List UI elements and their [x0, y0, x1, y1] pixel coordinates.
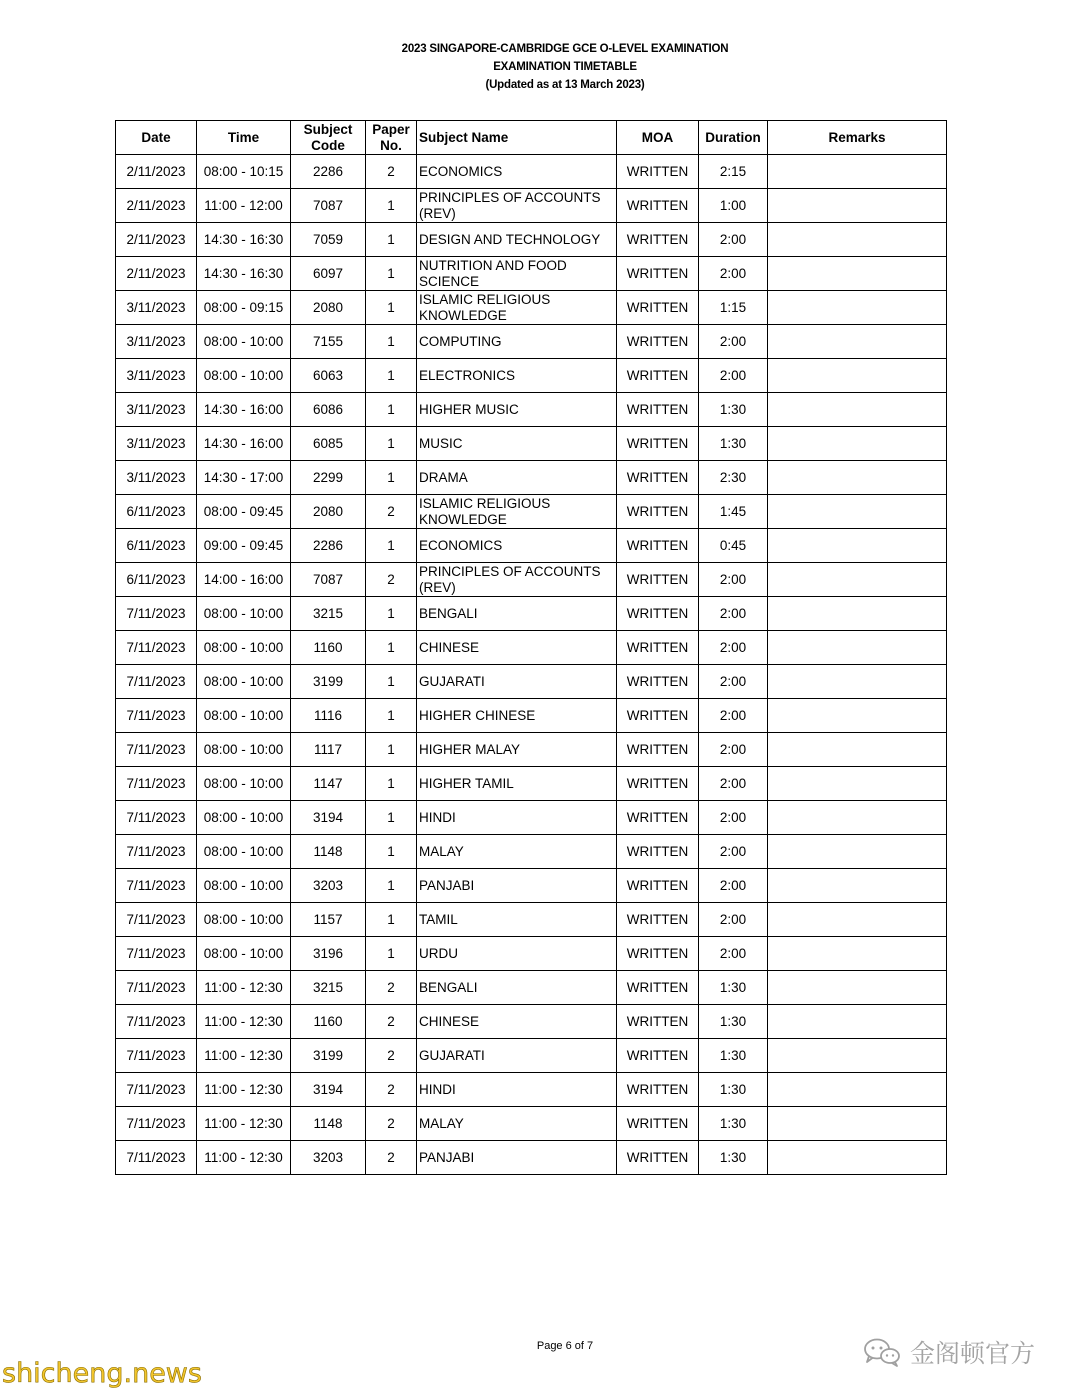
cell-paper-no: 1 — [366, 529, 417, 563]
cell-moa: WRITTEN — [617, 1005, 699, 1039]
cell-remarks — [768, 461, 947, 495]
col-header-paper-no-line1: Paper — [372, 121, 410, 137]
col-header-time: Time — [197, 121, 291, 155]
cell-subject-name: GUJARATI — [417, 1039, 617, 1073]
cell-remarks — [768, 563, 947, 597]
cell-time: 08:00 - 10:00 — [197, 665, 291, 699]
cell-paper-no: 2 — [366, 971, 417, 1005]
cell-date: 3/11/2023 — [116, 461, 197, 495]
cell-subject-name: BENGALI — [417, 597, 617, 631]
cell-paper-no: 1 — [366, 801, 417, 835]
cell-duration: 1:30 — [699, 971, 768, 1005]
table-row — [116, 393, 947, 427]
cell-remarks — [768, 1073, 947, 1107]
cell-moa: WRITTEN — [617, 1141, 699, 1175]
table-row — [116, 155, 947, 189]
cell-paper-no: 1 — [366, 903, 417, 937]
cell-remarks — [768, 155, 947, 189]
table-row — [116, 359, 947, 393]
cell-duration: 1:30 — [699, 1005, 768, 1039]
cell-subject-code: 2080 — [291, 291, 366, 325]
cell-subject-code: 2299 — [291, 461, 366, 495]
cell-subject-code: 2286 — [291, 155, 366, 189]
cell-duration: 2:15 — [699, 155, 768, 189]
cell-time: 08:00 - 10:00 — [197, 869, 291, 903]
cell-paper-no: 1 — [366, 461, 417, 495]
cell-subject-name: URDU — [417, 937, 617, 971]
table-row — [116, 257, 947, 291]
col-header-subject-name: Subject Name — [417, 121, 617, 155]
cell-subject-code: 3215 — [291, 597, 366, 631]
cell-remarks — [768, 427, 947, 461]
cell-subject-name: ECONOMICS — [417, 155, 617, 189]
cell-moa: WRITTEN — [617, 563, 699, 597]
table-row — [116, 529, 947, 563]
cell-subject-code: 1147 — [291, 767, 366, 801]
cell-subject-code: 1116 — [291, 699, 366, 733]
col-header-remarks: Remarks — [768, 121, 947, 155]
cell-subject-name: MUSIC — [417, 427, 617, 461]
cell-paper-no: 1 — [366, 631, 417, 665]
cell-date: 7/11/2023 — [116, 699, 197, 733]
cell-date: 7/11/2023 — [116, 1039, 197, 1073]
cell-time: 14:30 - 16:30 — [197, 257, 291, 291]
cell-remarks — [768, 359, 947, 393]
cell-subject-name: MALAY — [417, 1107, 617, 1141]
cell-subject-code: 1157 — [291, 903, 366, 937]
cell-moa: WRITTEN — [617, 393, 699, 427]
cell-remarks — [768, 665, 947, 699]
exam-timetable — [115, 120, 947, 1175]
cell-subject-name: GUJARATI — [417, 665, 617, 699]
cell-paper-no: 2 — [366, 1039, 417, 1073]
cell-moa: WRITTEN — [617, 767, 699, 801]
col-header-paper-no-line2: No. — [380, 137, 402, 153]
cell-subject-name: ISLAMIC RELIGIOUS KNOWLEDGE — [417, 291, 617, 325]
col-header-moa: MOA — [617, 121, 699, 155]
cell-duration: 2:00 — [699, 257, 768, 291]
cell-moa: WRITTEN — [617, 733, 699, 767]
cell-paper-no: 1 — [366, 291, 417, 325]
cell-date: 6/11/2023 — [116, 563, 197, 597]
cell-time: 08:00 - 10:00 — [197, 801, 291, 835]
cell-time: 08:00 - 10:00 — [197, 325, 291, 359]
cell-date: 3/11/2023 — [116, 291, 197, 325]
cell-moa: WRITTEN — [617, 359, 699, 393]
cell-paper-no: 2 — [366, 1005, 417, 1039]
cell-remarks — [768, 801, 947, 835]
watermark-site: shicheng.news — [2, 1358, 202, 1389]
cell-duration: 2:00 — [699, 767, 768, 801]
cell-duration: 1:30 — [699, 393, 768, 427]
cell-subject-code: 2286 — [291, 529, 366, 563]
cell-time: 11:00 - 12:30 — [197, 1073, 291, 1107]
cell-remarks — [768, 971, 947, 1005]
cell-remarks — [768, 291, 947, 325]
cell-time: 11:00 - 12:00 — [197, 189, 291, 223]
cell-remarks — [768, 1107, 947, 1141]
cell-duration: 1:30 — [699, 427, 768, 461]
col-header-paper-no — [366, 121, 417, 155]
cell-paper-no: 1 — [366, 359, 417, 393]
cell-remarks — [768, 495, 947, 529]
cell-date: 7/11/2023 — [116, 665, 197, 699]
cell-subject-name: PRINCIPLES OF ACCOUNTS (REV) — [417, 189, 617, 223]
cell-subject-name: BENGALI — [417, 971, 617, 1005]
cell-subject-code: 3194 — [291, 1073, 366, 1107]
header-subtitle: EXAMINATION TIMETABLE — [493, 61, 637, 73]
cell-subject-name: NUTRITION AND FOOD SCIENCE — [417, 257, 617, 291]
cell-time: 08:00 - 09:15 — [197, 291, 291, 325]
cell-subject-code: 2080 — [291, 495, 366, 529]
cell-date: 7/11/2023 — [116, 835, 197, 869]
cell-duration: 2:00 — [699, 801, 768, 835]
cell-moa: WRITTEN — [617, 1073, 699, 1107]
col-header-subject-code — [291, 121, 366, 155]
cell-date: 2/11/2023 — [116, 223, 197, 257]
cell-subject-name: TAMIL — [417, 903, 617, 937]
cell-duration: 1:45 — [699, 495, 768, 529]
cell-duration: 2:00 — [699, 869, 768, 903]
cell-date: 3/11/2023 — [116, 427, 197, 461]
cell-date: 7/11/2023 — [116, 733, 197, 767]
cell-subject-name: HINDI — [417, 801, 617, 835]
cell-duration: 1:15 — [699, 291, 768, 325]
cell-duration: 1:30 — [699, 1141, 768, 1175]
cell-paper-no: 1 — [366, 223, 417, 257]
table-row — [116, 801, 947, 835]
cell-paper-no: 1 — [366, 699, 417, 733]
cell-subject-code: 7155 — [291, 325, 366, 359]
cell-duration: 2:00 — [699, 903, 768, 937]
cell-remarks — [768, 393, 947, 427]
cell-moa: WRITTEN — [617, 291, 699, 325]
cell-time: 14:30 - 16:00 — [197, 427, 291, 461]
table-row — [116, 461, 947, 495]
cell-moa: WRITTEN — [617, 325, 699, 359]
cell-remarks — [768, 325, 947, 359]
cell-remarks — [768, 631, 947, 665]
cell-moa: WRITTEN — [617, 665, 699, 699]
cell-moa: WRITTEN — [617, 257, 699, 291]
cell-time: 11:00 - 12:30 — [197, 1039, 291, 1073]
cell-duration: 2:00 — [699, 359, 768, 393]
table-row — [116, 189, 947, 223]
col-header-subject-code-line1: Subject — [303, 121, 353, 137]
cell-subject-code: 3196 — [291, 937, 366, 971]
cell-subject-name: PANJABI — [417, 1141, 617, 1175]
cell-paper-no: 1 — [366, 325, 417, 359]
cell-subject-code: 7087 — [291, 189, 366, 223]
table-row — [116, 767, 947, 801]
cell-subject-code: 6086 — [291, 393, 366, 427]
cell-subject-code: 1117 — [291, 733, 366, 767]
cell-time: 11:00 - 12:30 — [197, 1141, 291, 1175]
table-row — [116, 1039, 947, 1073]
cell-paper-no: 1 — [366, 937, 417, 971]
cell-duration: 2:00 — [699, 597, 768, 631]
cell-time: 11:00 - 12:30 — [197, 1005, 291, 1039]
cell-subject-code: 1160 — [291, 1005, 366, 1039]
cell-subject-name: HIGHER CHINESE — [417, 699, 617, 733]
cell-subject-code: 3203 — [291, 1141, 366, 1175]
cell-paper-no: 1 — [366, 427, 417, 461]
table-row — [116, 1073, 947, 1107]
cell-time: 08:00 - 10:00 — [197, 767, 291, 801]
table-row — [116, 291, 947, 325]
cell-paper-no: 1 — [366, 665, 417, 699]
cell-remarks — [768, 767, 947, 801]
cell-subject-code: 3199 — [291, 1039, 366, 1073]
cell-subject-name: HINDI — [417, 1073, 617, 1107]
cell-time: 08:00 - 10:00 — [197, 733, 291, 767]
table-row — [116, 563, 947, 597]
cell-remarks — [768, 223, 947, 257]
cell-date: 7/11/2023 — [116, 903, 197, 937]
cell-time: 08:00 - 10:00 — [197, 699, 291, 733]
cell-date: 7/11/2023 — [116, 801, 197, 835]
cell-paper-no: 1 — [366, 835, 417, 869]
cell-paper-no: 1 — [366, 767, 417, 801]
cell-duration: 2:00 — [699, 937, 768, 971]
cell-moa: WRITTEN — [617, 801, 699, 835]
cell-moa: WRITTEN — [617, 971, 699, 1005]
cell-moa: WRITTEN — [617, 835, 699, 869]
table-header-row — [116, 121, 947, 155]
cell-time: 11:00 - 12:30 — [197, 1107, 291, 1141]
table-row — [116, 937, 947, 971]
cell-remarks — [768, 1141, 947, 1175]
cell-subject-code: 1160 — [291, 631, 366, 665]
cell-subject-name: DESIGN AND TECHNOLOGY — [417, 223, 617, 257]
cell-remarks — [768, 699, 947, 733]
cell-subject-name: DRAMA — [417, 461, 617, 495]
col-header-date: Date — [116, 121, 197, 155]
cell-subject-code: 3194 — [291, 801, 366, 835]
cell-time: 14:30 - 17:00 — [197, 461, 291, 495]
table-row — [116, 1107, 947, 1141]
cell-paper-no: 2 — [366, 495, 417, 529]
watermark-account — [862, 1334, 1035, 1370]
cell-moa: WRITTEN — [617, 155, 699, 189]
cell-subject-code: 1148 — [291, 1107, 366, 1141]
cell-date: 2/11/2023 — [116, 257, 197, 291]
cell-moa: WRITTEN — [617, 495, 699, 529]
cell-duration: 2:00 — [699, 665, 768, 699]
cell-subject-name: CHINESE — [417, 1005, 617, 1039]
cell-remarks — [768, 1005, 947, 1039]
cell-date: 7/11/2023 — [116, 869, 197, 903]
cell-subject-name: MALAY — [417, 835, 617, 869]
cell-moa: WRITTEN — [617, 189, 699, 223]
table-row — [116, 1005, 947, 1039]
cell-time: 08:00 - 10:00 — [197, 631, 291, 665]
cell-moa: WRITTEN — [617, 1107, 699, 1141]
cell-paper-no: 1 — [366, 257, 417, 291]
cell-paper-no: 1 — [366, 189, 417, 223]
cell-subject-name: COMPUTING — [417, 325, 617, 359]
cell-date: 7/11/2023 — [116, 1141, 197, 1175]
cell-remarks — [768, 1039, 947, 1073]
cell-time: 09:00 - 09:45 — [197, 529, 291, 563]
cell-remarks — [768, 529, 947, 563]
cell-subject-name: PANJABI — [417, 869, 617, 903]
cell-duration: 0:45 — [699, 529, 768, 563]
cell-subject-name: ECONOMICS — [417, 529, 617, 563]
cell-time: 08:00 - 10:00 — [197, 903, 291, 937]
cell-subject-name: PRINCIPLES OF ACCOUNTS (REV) — [417, 563, 617, 597]
table-row — [116, 325, 947, 359]
cell-remarks — [768, 597, 947, 631]
cell-subject-code: 7059 — [291, 223, 366, 257]
cell-date: 3/11/2023 — [116, 325, 197, 359]
col-header-duration: Duration — [699, 121, 768, 155]
cell-date: 7/11/2023 — [116, 631, 197, 665]
cell-date: 7/11/2023 — [116, 1107, 197, 1141]
cell-moa: WRITTEN — [617, 597, 699, 631]
table-row — [116, 223, 947, 257]
table-row — [116, 1141, 947, 1175]
cell-remarks — [768, 733, 947, 767]
cell-subject-name: HIGHER TAMIL — [417, 767, 617, 801]
table-row — [116, 631, 947, 665]
table-row — [116, 699, 947, 733]
table-row — [116, 971, 947, 1005]
cell-duration: 2:00 — [699, 631, 768, 665]
cell-moa: WRITTEN — [617, 223, 699, 257]
cell-duration: 2:30 — [699, 461, 768, 495]
table-row — [116, 597, 947, 631]
cell-paper-no: 1 — [366, 393, 417, 427]
cell-duration: 1:30 — [699, 1073, 768, 1107]
cell-subject-code: 6063 — [291, 359, 366, 393]
cell-duration: 2:00 — [699, 563, 768, 597]
cell-duration: 1:00 — [699, 189, 768, 223]
page-number: Page 6 of 7 — [536, 1340, 594, 1352]
cell-time: 14:00 - 16:00 — [197, 563, 291, 597]
cell-subject-name: HIGHER MUSIC — [417, 393, 617, 427]
cell-time: 14:30 - 16:00 — [197, 393, 291, 427]
cell-date: 7/11/2023 — [116, 1005, 197, 1039]
cell-date: 3/11/2023 — [116, 393, 197, 427]
cell-paper-no: 1 — [366, 597, 417, 631]
cell-date: 2/11/2023 — [116, 155, 197, 189]
cell-paper-no: 2 — [366, 1141, 417, 1175]
cell-time: 08:00 - 10:00 — [197, 597, 291, 631]
cell-date: 7/11/2023 — [116, 1073, 197, 1107]
cell-subject-code: 3203 — [291, 869, 366, 903]
cell-remarks — [768, 903, 947, 937]
timetable-body — [116, 155, 947, 1175]
cell-duration: 2:00 — [699, 325, 768, 359]
cell-time: 08:00 - 10:00 — [197, 835, 291, 869]
table-row — [116, 427, 947, 461]
cell-date: 7/11/2023 — [116, 971, 197, 1005]
cell-moa: WRITTEN — [617, 427, 699, 461]
header-title: 2023 SINGAPORE-CAMBRIDGE GCE O-LEVEL EXAMINATION — [401, 43, 729, 55]
cell-subject-code: 6097 — [291, 257, 366, 291]
cell-moa: WRITTEN — [617, 631, 699, 665]
cell-duration: 2:00 — [699, 835, 768, 869]
cell-moa: WRITTEN — [617, 699, 699, 733]
cell-date: 2/11/2023 — [116, 189, 197, 223]
cell-remarks — [768, 835, 947, 869]
cell-paper-no: 2 — [366, 1073, 417, 1107]
cell-subject-code: 7087 — [291, 563, 366, 597]
cell-date: 7/11/2023 — [116, 937, 197, 971]
cell-moa: WRITTEN — [617, 529, 699, 563]
cell-time: 08:00 - 10:00 — [197, 937, 291, 971]
cell-duration: 1:30 — [699, 1039, 768, 1073]
cell-subject-name: HIGHER MALAY — [417, 733, 617, 767]
cell-remarks — [768, 257, 947, 291]
cell-subject-code: 3215 — [291, 971, 366, 1005]
cell-paper-no: 1 — [366, 733, 417, 767]
cell-remarks — [768, 869, 947, 903]
col-header-subject-code-line2: Code — [311, 137, 345, 153]
cell-paper-no: 2 — [366, 1107, 417, 1141]
cell-remarks — [768, 189, 947, 223]
cell-duration: 1:30 — [699, 1107, 768, 1141]
cell-duration: 2:00 — [699, 733, 768, 767]
cell-time: 14:30 - 16:30 — [197, 223, 291, 257]
table-row — [116, 495, 947, 529]
cell-subject-name: ISLAMIC RELIGIOUS KNOWLEDGE — [417, 495, 617, 529]
cell-date: 7/11/2023 — [116, 767, 197, 801]
cell-moa: WRITTEN — [617, 461, 699, 495]
cell-moa: WRITTEN — [617, 869, 699, 903]
cell-time: 08:00 - 10:15 — [197, 155, 291, 189]
cell-paper-no: 1 — [366, 869, 417, 903]
cell-paper-no: 2 — [366, 563, 417, 597]
cell-moa: WRITTEN — [617, 903, 699, 937]
table-row — [116, 665, 947, 699]
cell-subject-name: CHINESE — [417, 631, 617, 665]
table-row — [116, 903, 947, 937]
cell-time: 11:00 - 12:30 — [197, 971, 291, 1005]
header-updated-note: (Updated as at 13 March 2023) — [485, 79, 645, 91]
table-row — [116, 869, 947, 903]
cell-date: 3/11/2023 — [116, 359, 197, 393]
cell-paper-no: 2 — [366, 155, 417, 189]
cell-subject-code: 3199 — [291, 665, 366, 699]
cell-date: 6/11/2023 — [116, 495, 197, 529]
cell-date: 6/11/2023 — [116, 529, 197, 563]
cell-duration: 2:00 — [699, 223, 768, 257]
cell-duration: 2:00 — [699, 699, 768, 733]
cell-date: 7/11/2023 — [116, 597, 197, 631]
cell-moa: WRITTEN — [617, 1039, 699, 1073]
cell-subject-code: 6085 — [291, 427, 366, 461]
cell-subject-code: 1148 — [291, 835, 366, 869]
cell-subject-name: ELECTRONICS — [417, 359, 617, 393]
cell-remarks — [768, 937, 947, 971]
cell-time: 08:00 - 10:00 — [197, 359, 291, 393]
table-row — [116, 835, 947, 869]
chat-bubbles-icon — [862, 1336, 902, 1368]
document-header — [0, 40, 1080, 94]
cell-time: 08:00 - 09:45 — [197, 495, 291, 529]
table-row — [116, 733, 947, 767]
watermark-account-name: 金阁顿官方 — [910, 1339, 1036, 1368]
cell-moa: WRITTEN — [617, 937, 699, 971]
